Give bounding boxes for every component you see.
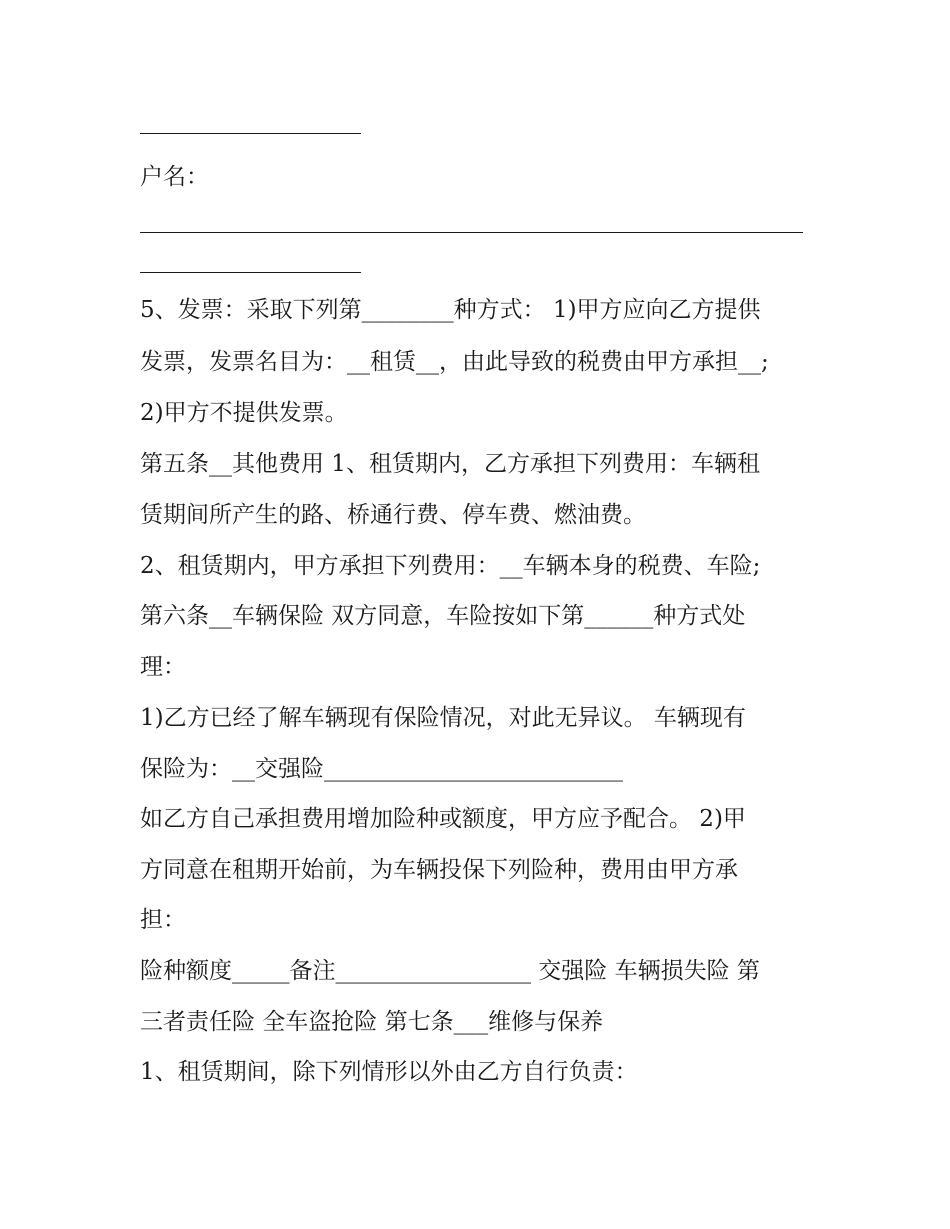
account-name-label: 户名：: [140, 164, 209, 190]
text-line: 发票，发票名目为：__租赁__，由此导致的税费由甲方承担__;: [140, 349, 769, 375]
text-line: 赁期间所产生的路、桥通行费、停车费、燃油费。: [140, 502, 646, 528]
text-line: 2、租赁期内，甲方承担下列费用：__车辆本身的税费、车险;: [140, 553, 761, 579]
blank-underline: [140, 232, 803, 233]
text-line: 保险为：__交强险__________________________: [140, 756, 623, 782]
text-line: 方同意在租期开始前，为车辆投保下列险种，费用由甲方承: [140, 857, 738, 883]
text-line: 如乙方自己承担费用增加险种或额度，甲方应予配合。 2)甲: [140, 806, 746, 832]
text-line: 理：: [140, 654, 186, 680]
text-line: 5、发票：采取下列第________种方式： 1)甲方应向乙方提供: [140, 297, 761, 323]
blank-underline: [140, 133, 361, 134]
text-line: 1、租赁期间，除下列情形以外由乙方自行负责：: [140, 1059, 638, 1085]
blank-underline: [140, 272, 361, 273]
text-line: 三者责任险 全车盗抢险 第七条___维修与保养: [140, 1009, 604, 1035]
text-line: 1)乙方已经了解车辆现有保险情况，对此无异议。 车辆现有: [140, 705, 746, 731]
text-line: 2)甲方不提供发票。: [140, 400, 348, 426]
text-line: 担：: [140, 907, 186, 933]
text-line: 第五条__其他费用 1、租赁期内，乙方承担下列费用：车辆租: [140, 451, 760, 477]
text-line: 第六条__车辆保险 双方同意，车险按如下第______种方式处: [140, 603, 746, 629]
text-line: 险种额度_____备注_________________ 交强险 车辆损失险 第: [140, 958, 760, 984]
